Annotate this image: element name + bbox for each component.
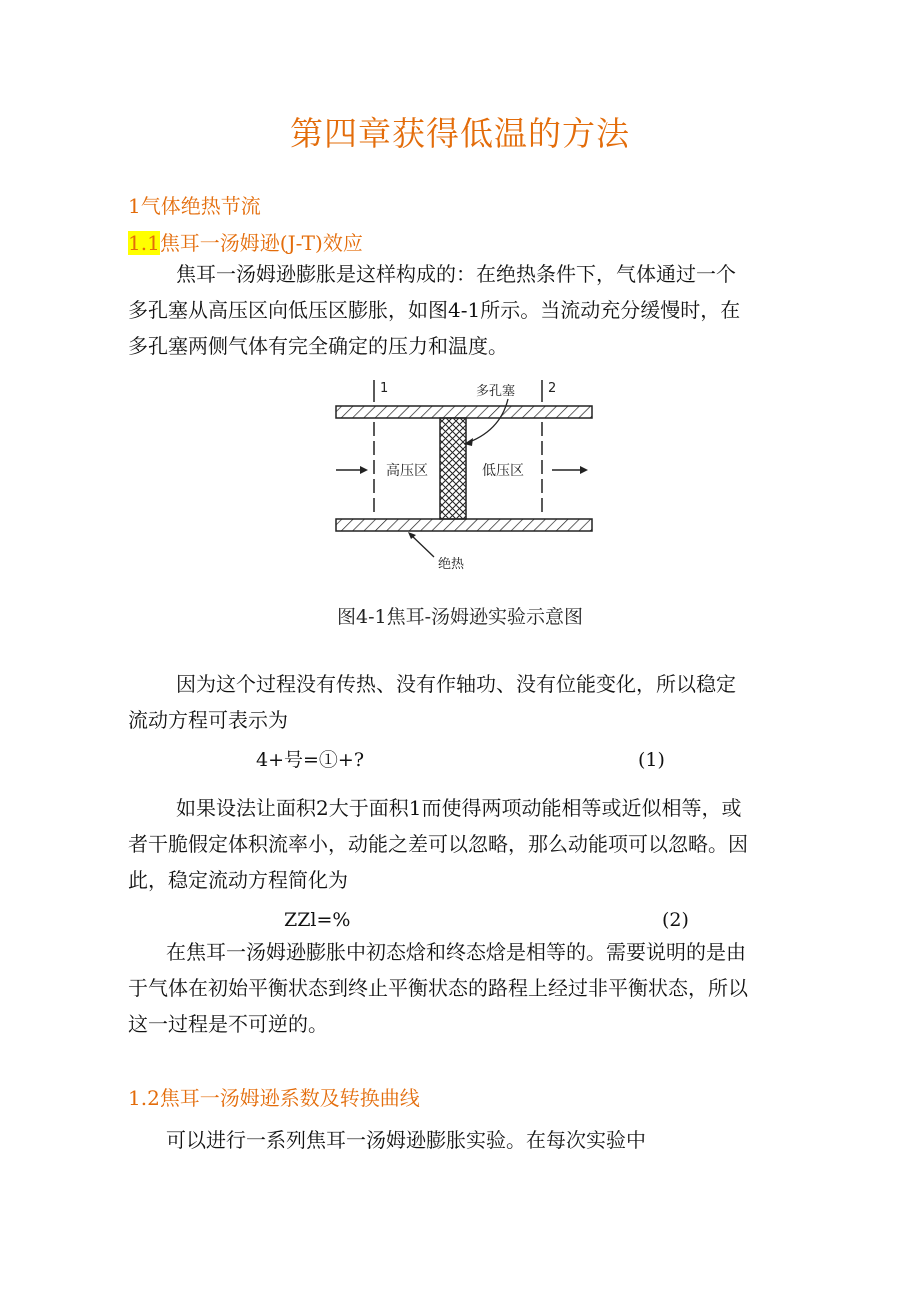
page-title: 第四章获得低温的方法	[290, 114, 630, 153]
equation-2: ZZl=%	[284, 909, 351, 931]
section-number-highlight: 1.1	[128, 231, 160, 255]
label-low-pressure: 低压区	[482, 463, 524, 479]
paragraph-line: 焦耳一汤姆逊膨胀是这样构成的：在绝热条件下，气体通过一个	[176, 262, 736, 286]
paragraph-line: 流动方程可表示为	[128, 708, 288, 732]
jt-apparatus-diagram	[330, 372, 600, 582]
outflow-arrowhead	[580, 466, 588, 474]
label-porous-plug: 多孔塞	[476, 384, 516, 399]
equation-1: 4+号=①+?	[256, 749, 365, 771]
section-heading-1: 1气体绝热节流	[128, 194, 261, 218]
label-section-2: 2	[548, 381, 557, 396]
upper-pipe-wall	[336, 406, 592, 418]
paragraph-line: 于气体在初始平衡状态到终止平衡状态的路程上经过非平衡状态，所以	[128, 976, 748, 1000]
insulation-leader-line	[410, 534, 434, 557]
equation-1-number: (1)	[638, 749, 665, 771]
inflow-arrowhead	[360, 466, 368, 474]
paragraph-line: 如果设法让面积2大于面积1而使得两项动能相等或近似相等，或	[176, 796, 742, 820]
paragraph-line: 多孔塞两侧气体有完全确定的压力和温度。	[128, 334, 508, 358]
section-heading-1-2: 1.2焦耳一汤姆逊系数及转换曲线	[128, 1086, 420, 1110]
porous-plug	[440, 418, 466, 519]
paragraph-line: 因为这个过程没有传热、没有作轴功、没有位能变化，所以稳定	[176, 672, 736, 696]
paragraph-line: 多孔塞从高压区向低压区膨胀，如图4-1所示。当流动充分缓慢时，在	[128, 298, 741, 322]
paragraph-line: 可以进行一系列焦耳一汤姆逊膨胀实验。在每次实验中	[166, 1128, 646, 1152]
paragraph-line: 者干脆假定体积流率小，动能之差可以忽略，那么动能项可以忽略。因	[128, 832, 748, 856]
paragraph-line: 此，稳定流动方程简化为	[128, 868, 348, 892]
lower-pipe-wall	[336, 519, 592, 531]
paragraph-line: 这一过程是不可逆的。	[128, 1012, 328, 1036]
equation-2-number: (2)	[662, 909, 689, 931]
label-high-pressure: 高压区	[386, 463, 428, 479]
label-insulation: 绝热	[438, 557, 465, 572]
section-heading-text: 焦耳一汤姆逊(J-T)效应	[159, 231, 363, 255]
section-heading-1-1	[128, 227, 363, 256]
paragraph-line: 在焦耳一汤姆逊膨胀中初态焓和终态焓是相等的。需要说明的是由	[166, 940, 746, 964]
label-section-1: 1	[380, 381, 389, 396]
figure-caption: 图4-1焦耳-汤姆逊实验示意图	[336, 606, 584, 628]
